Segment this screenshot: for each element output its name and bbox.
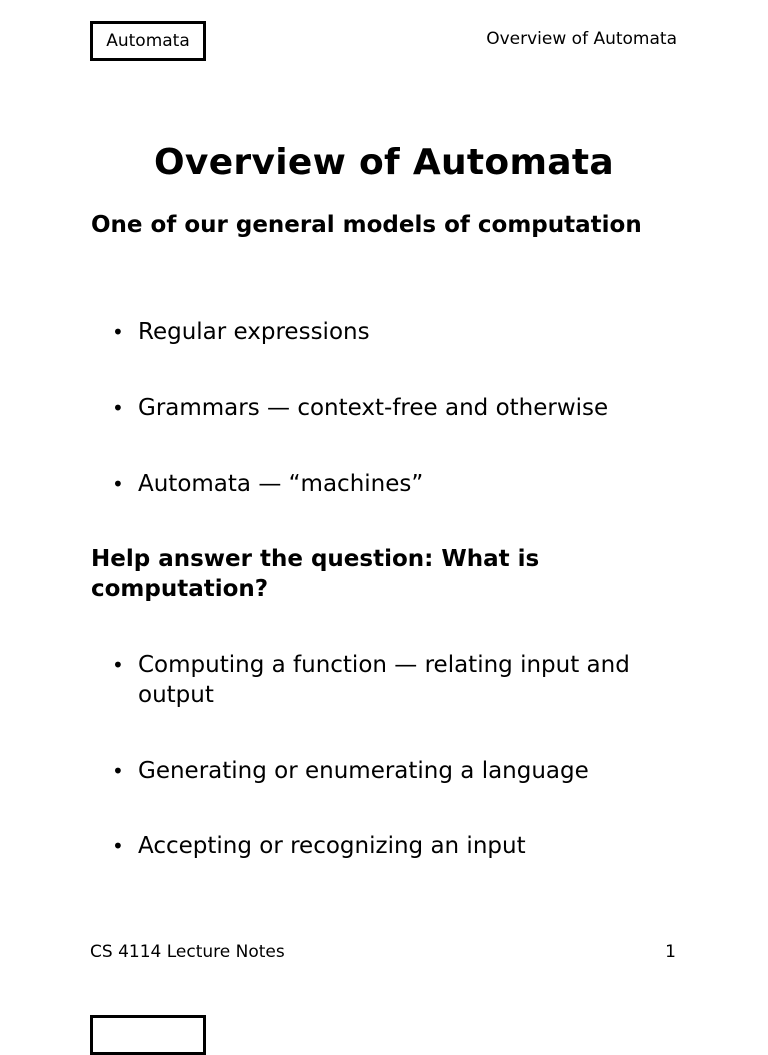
list-item [112,393,672,423]
header-box [90,21,206,61]
list-item [112,650,672,710]
list-item-text: Generating or enumerating a language [138,758,589,784]
slide-title: Overview of Automata [154,142,614,183]
list-item-text: Automata — “machines” [138,471,424,497]
list-item [112,317,672,347]
list-item [112,831,672,861]
section-heading-models: One of our general models of computation [91,212,642,238]
list-item-text: Grammars — context-free and otherwise [138,395,609,421]
header-box-label: Automata [106,31,190,51]
page-number: 1 [665,942,676,962]
list-item-text: Regular expressions [138,319,370,345]
bullet-icon: • [112,759,124,783]
section-heading-question: Help answer the question: What is computation? [91,546,540,602]
next-page-header-box [90,1015,206,1055]
bullet-icon: • [112,472,124,496]
list-item [112,469,672,499]
list-item [112,756,672,786]
bullet-icon: • [112,653,124,677]
header-title: Overview of Automata [486,29,677,49]
list-item-text: Accepting or recognizing an input [138,833,526,859]
bullet-icon: • [112,834,124,858]
list-item-text: Computing a function — relating input and output [138,652,630,708]
bullet-icon: • [112,396,124,420]
footer-course: CS 4114 Lecture Notes [90,942,285,962]
bullet-icon: • [112,320,124,344]
